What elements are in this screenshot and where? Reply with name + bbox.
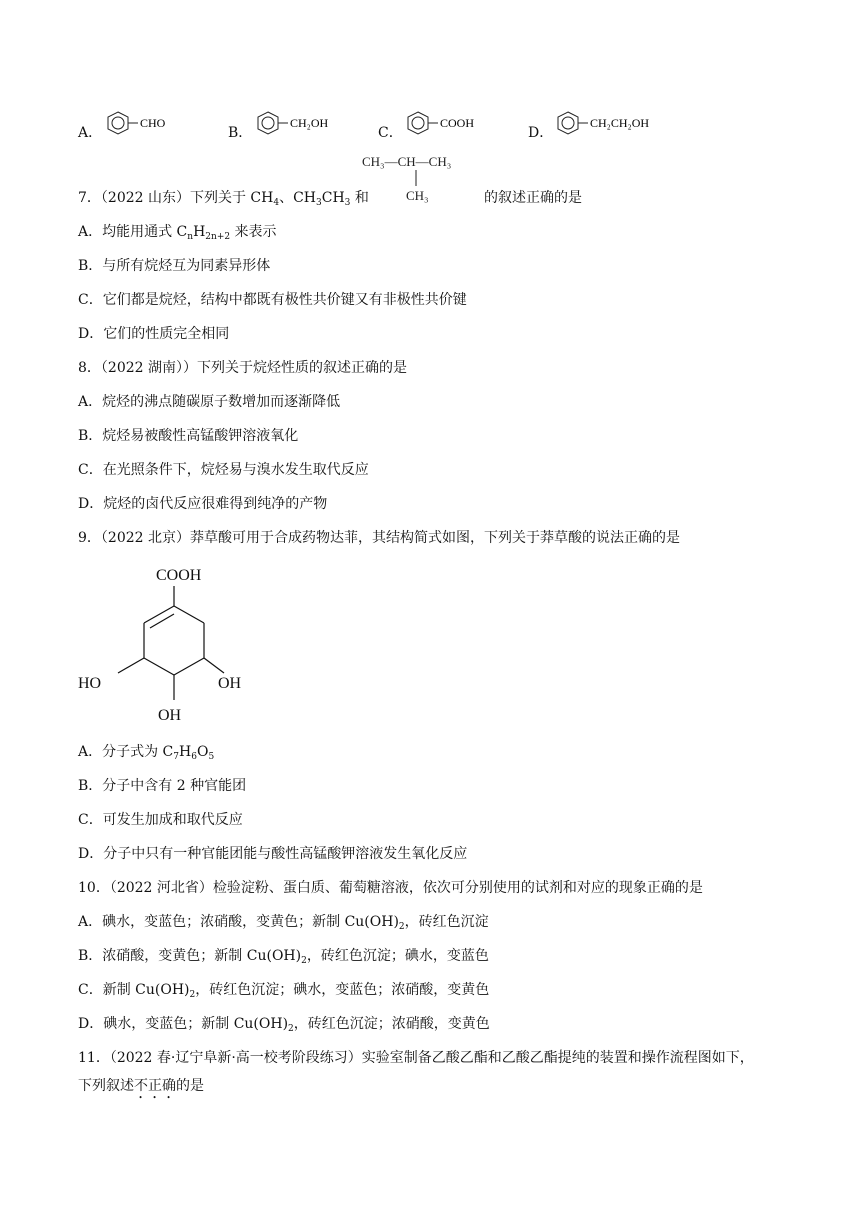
q8-option-d: D．烷烃的卤代反应很难得到纯净的产物 (78, 496, 328, 512)
q8-stem: 8．（2022 湖南））下列关于烷烃性质的叙述正确的是 (78, 360, 407, 376)
q7-option-a: A．均能用通式 $C_nH_{2n+2}$ 来表示 (78, 224, 277, 242)
group-text: COOH (440, 116, 475, 130)
q8-option-a: A．烷烃的沸点随碳原子数增加而逐渐降低 (78, 394, 341, 410)
isobutane-branch: CH₃ (406, 188, 429, 203)
q9-option-d: D．分子中只有一种官能团能与酸性高锰酸钾溶液发生氧化反应 (78, 846, 468, 862)
oh-right-label: OH (218, 675, 242, 692)
q9-option-a: A．分子式为 $C_7H_6O_5$ (78, 744, 215, 762)
oh-bottom-label: OH (158, 707, 182, 724)
q8-option-b: B．烷烃易被酸性高锰酸钾溶液氧化 (78, 428, 299, 444)
benzaldehyde-structure (100, 110, 220, 140)
q9-stem: 9．（2022 北京）莽草酸可用于合成药物达菲，其结构简式如图，下列关于莽草酸的说法正确的是 (78, 530, 680, 546)
q6-options-row (78, 110, 778, 140)
q10-option-c: C．新制 $Cu(OH)_2$，砖红色沉淀；碘水，变蓝色；浓硝酸，变黄色 (78, 982, 490, 1000)
benzoic-acid-structure (400, 110, 530, 140)
q10-option-a: A．碘水，变蓝色；浓硝酸，变黄色；新制 $Cu(OH)_2$，砖红色沉淀 (78, 914, 489, 932)
group-text: CH₂OH (290, 116, 329, 130)
q10-option-d: D．碘水，变蓝色；新制 $Cu(OH)_2$，砖红色沉淀；浓硝酸，变黄色 (78, 1016, 490, 1034)
emphasis-not-correct: 不正确 (134, 1078, 176, 1094)
option-label: B． (228, 125, 253, 141)
q10-option-b: B．浓硝酸，变黄色；新制 $Cu(OH)_2$，砖红色沉淀；碘水，变蓝色 (78, 948, 489, 966)
q11-stem-line1: 11．（2022 春·辽宁阜新·高一校考阶段练习）实验室制备乙酸乙酯和乙酸乙酯提纯的装置和操作流程图如下， (78, 1050, 754, 1066)
q6-option-b (228, 110, 378, 140)
q6-option-d (528, 110, 708, 140)
q7-option-c: C．它们都是烷烃，结构中都既有极性共价键又有非极性共价键 (78, 292, 467, 308)
q11-stem-line2: 下列叙述不正确的是 (78, 1078, 204, 1094)
q9-option-b: B．分子中含有 2 种官能团 (78, 778, 247, 794)
ho-label: HO (78, 675, 102, 692)
q7-option-d: D．它们的性质完全相同 (78, 326, 230, 342)
phenylethanol-structure (550, 110, 710, 140)
option-label: C． (378, 125, 403, 141)
q7-option-b: B．与所有烷烃互为同素异形体 (78, 258, 271, 274)
q9-option-c: C．可发生加成和取代反应 (78, 812, 243, 828)
q10-stem: 10．（2022 河北省）检验淀粉、蛋白质、葡萄糖溶液，依次可分别使用的试剂和对应的现象正确的是 (78, 880, 703, 896)
isobutane-main-chain: CH₃—CH—CH₃ (362, 154, 452, 169)
q6-option-a (78, 110, 218, 140)
q6-option-c (378, 110, 528, 140)
option-label: D． (528, 125, 554, 141)
q7-stem: 7．（2022 山东）下列关于 $CH_4$、$CH_3CH_3$ 和 (78, 190, 369, 208)
q7-text: 7．（2022 山东）下列关于 CH (78, 190, 274, 206)
benzyl-alcohol-structure (250, 110, 380, 140)
group-text: CHO (140, 116, 166, 130)
isobutane-structure (360, 150, 490, 204)
q8-option-c: C．在光照条件下，烷烃易与溴水发生取代反应 (78, 462, 369, 478)
cooh-label: COOH (156, 567, 202, 584)
shikimic-acid-structure (76, 562, 256, 730)
option-label: A． (78, 125, 103, 141)
group-text: CH₂CH₂OH (590, 116, 650, 130)
q7-stem-suffix: 的叙述正确的是 (484, 190, 582, 206)
